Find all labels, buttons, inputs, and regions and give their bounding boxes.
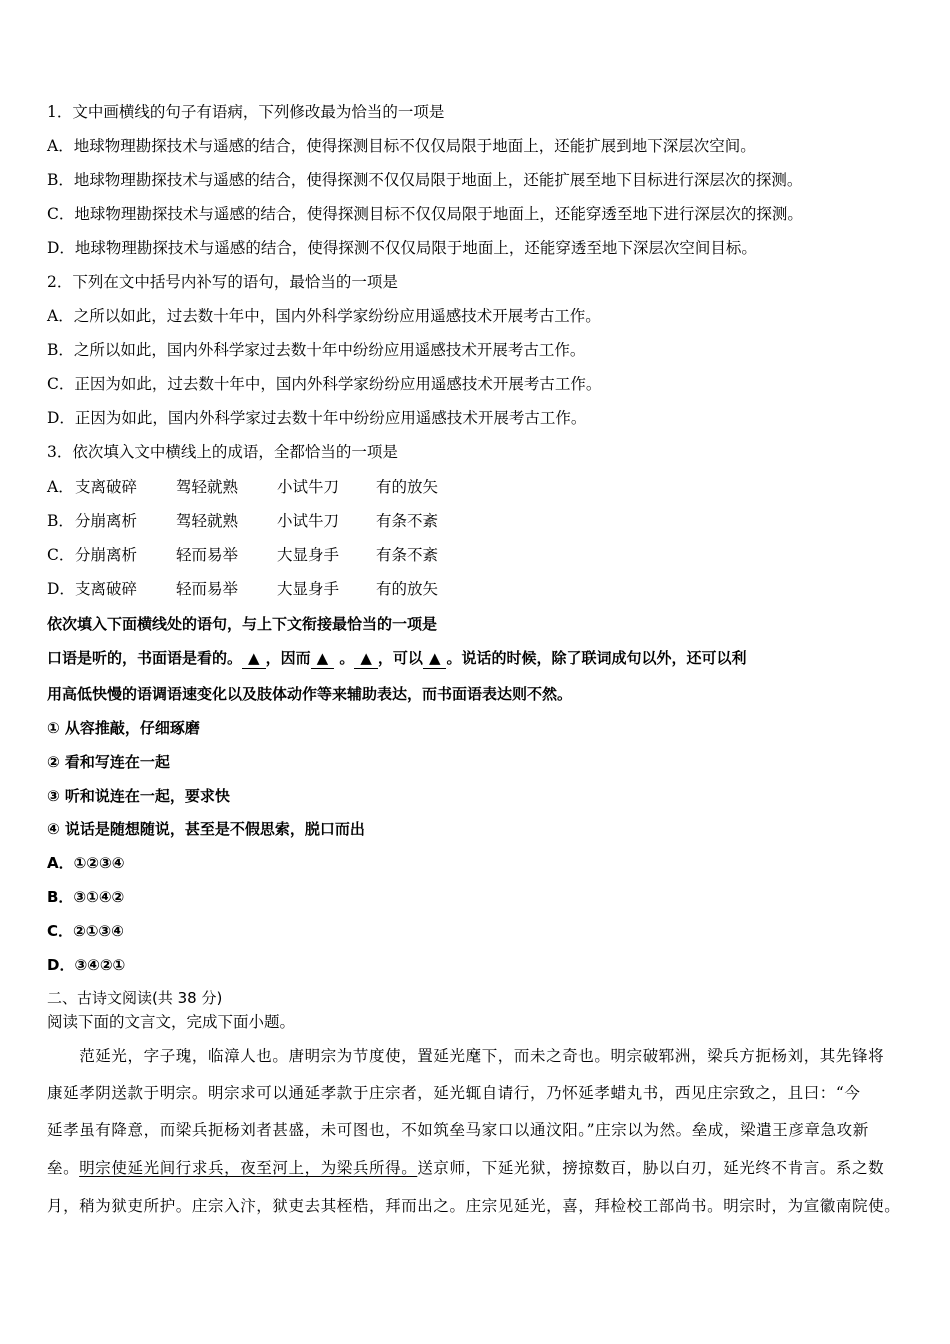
q1-option-b: B．地球物理勘探技术与遥感的结合，使得探测不仅仅局限于地面上，还能扩展至地下目标进行深层次的探测。: [47, 171, 803, 189]
q3-option-a: [47, 477, 497, 497]
idiom: 分崩离析: [75, 546, 138, 564]
option-letter: D．: [47, 580, 75, 598]
q4-passage-line-2: 用高低快慢的语调语速变化以及肢体动作等来辅助表达，而书面语表达则不然。: [47, 685, 573, 703]
blank-3: ▲: [354, 648, 378, 669]
text: 口语是听的，书面语是看的。: [47, 649, 243, 667]
idiom: 有的放矢: [376, 478, 439, 496]
classical-text-line-4: [47, 1158, 884, 1178]
q4-option-a: A．①②③④: [47, 854, 125, 872]
q1-option-c: C．地球物理勘探技术与遥感的结合，使得探测目标不仅仅局限于地面上，还能穿透至地下进行深层次的探测。: [47, 205, 803, 223]
idiom: 小试牛刀: [277, 478, 340, 496]
q2-option-a: A．之所以如此，过去数十年中，国内外科学家纷纷应用遥感技术开展考古工作。: [47, 307, 601, 325]
classical-text-line-5: 月，稍为狱吏所护。庄宗入汴，狱吏去其桎梏，拜而出之。庄宗见延光，喜，拜检校工部尚书。明宗时，为宣徽南院使。: [47, 1197, 901, 1215]
q4-item-3: ③ 听和说连在一起，要求快: [47, 787, 230, 805]
q3-option-b: [47, 511, 497, 531]
q4-option-c: C．②①③④: [47, 922, 124, 940]
classical-text-line-2: 康延孝阴送款于明宗。明宗求可以通延孝款于庄宗者，延光辄自请行，乃怀延孝蜡丸书，西见庄宗致之，且曰：“今: [47, 1084, 861, 1102]
text: 。: [339, 649, 355, 667]
option-letter: A．: [47, 478, 74, 496]
question-1-stem: 1．文中画横线的句子有语病，下列修改最为恰当的一项是: [47, 103, 445, 121]
text: ，可以: [377, 649, 423, 667]
q1-option-a: A．地球物理勘探技术与遥感的结合，使得探测目标不仅仅局限于地面上，还能扩展到地下深层次空间。: [47, 137, 756, 155]
section-2-title: 二、古诗文阅读(共 38 分): [47, 989, 223, 1007]
question-2-stem: 2．下列在文中括号内补写的语句，最恰当的一项是: [47, 273, 398, 291]
q3-option-d: [47, 579, 497, 599]
text: 垒。: [47, 1159, 80, 1177]
question-3-stem: 3．依次填入文中横线上的成语，全都恰当的一项是: [47, 443, 398, 461]
blank-1: ▲: [242, 648, 266, 669]
q4-item-1: ① 从容推敲，仔细琢磨: [47, 719, 200, 737]
section-2-instruction: 阅读下面的文言文，完成下面小题。: [47, 1013, 296, 1031]
idiom: 轻而易举: [176, 580, 239, 598]
idiom: 驾轻就熟: [176, 478, 239, 496]
underlined-sentence: 明宗使延光间行求兵，夜至河上，为梁兵所得。: [79, 1159, 418, 1177]
classical-text-line-3: 延孝虽有降意，而梁兵扼杨刘者甚盛，未可图也，不如筑垒马家口以通汶阳。”庄宗以为然。垒成，梁遣王彦章急攻新: [47, 1121, 869, 1139]
q4-option-b: B．③①④②: [47, 888, 125, 906]
idiom: 支离破碎: [75, 478, 138, 496]
idiom: 轻而易举: [176, 546, 239, 564]
q4-passage-line-1: [47, 648, 747, 669]
q4-option-d: D．③④②①: [47, 956, 126, 974]
q4-item-2: ② 看和写连在一起: [47, 753, 170, 771]
idiom: 小试牛刀: [277, 512, 340, 530]
q2-option-c: C．正因为如此，过去数十年中，国内外科学家纷纷应用遥感技术开展考古工作。: [47, 375, 602, 393]
option-letter: C．: [47, 546, 75, 564]
blank-2: ▲: [311, 648, 335, 669]
idiom: 有条不紊: [376, 512, 439, 530]
classical-text-line-1: 范延光，字子瑰，临漳人也。唐明宗为节度使，置延光麾下，而未之奇也。明宗破郓洲，梁兵方扼杨刘，其先锋将: [47, 1047, 885, 1065]
q2-option-b: B．之所以如此，国内外科学家过去数十年中纷纷应用遥感技术开展考古工作。: [47, 341, 586, 359]
idiom: 分崩离析: [75, 512, 138, 530]
idiom: 大显身手: [277, 580, 340, 598]
question-4-stem: 依次填入下面横线处的语句，与上下文衔接最恰当的一项是: [47, 615, 438, 633]
blank-4: ▲: [423, 648, 447, 669]
idiom: 有的放矢: [376, 580, 439, 598]
idiom: 大显身手: [277, 546, 340, 564]
q2-option-d: D．正因为如此，国内外科学家过去数十年中纷纷应用遥感技术开展考古工作。: [47, 409, 587, 427]
text: 。说话的时候，除了联词成句以外，还可以利: [446, 649, 747, 667]
option-letter: B．: [47, 512, 74, 530]
idiom: 支离破碎: [75, 580, 138, 598]
q3-option-c: [47, 545, 497, 565]
q4-item-4: ④ 说话是随想随说，甚至是不假思索，脱口而出: [47, 820, 365, 838]
q1-option-d: D．地球物理勘探技术与遥感的结合，使得探测不仅仅局限于地面上，还能穿透至地下深层次空间目标。: [47, 239, 757, 257]
idiom: 有条不紊: [376, 546, 439, 564]
idiom: 驾轻就熟: [176, 512, 239, 530]
text: 送京师，下延光狱，搒掠数百，胁以白刃，延光终不肯言。系之数: [417, 1159, 885, 1177]
text: ，因而: [265, 649, 311, 667]
